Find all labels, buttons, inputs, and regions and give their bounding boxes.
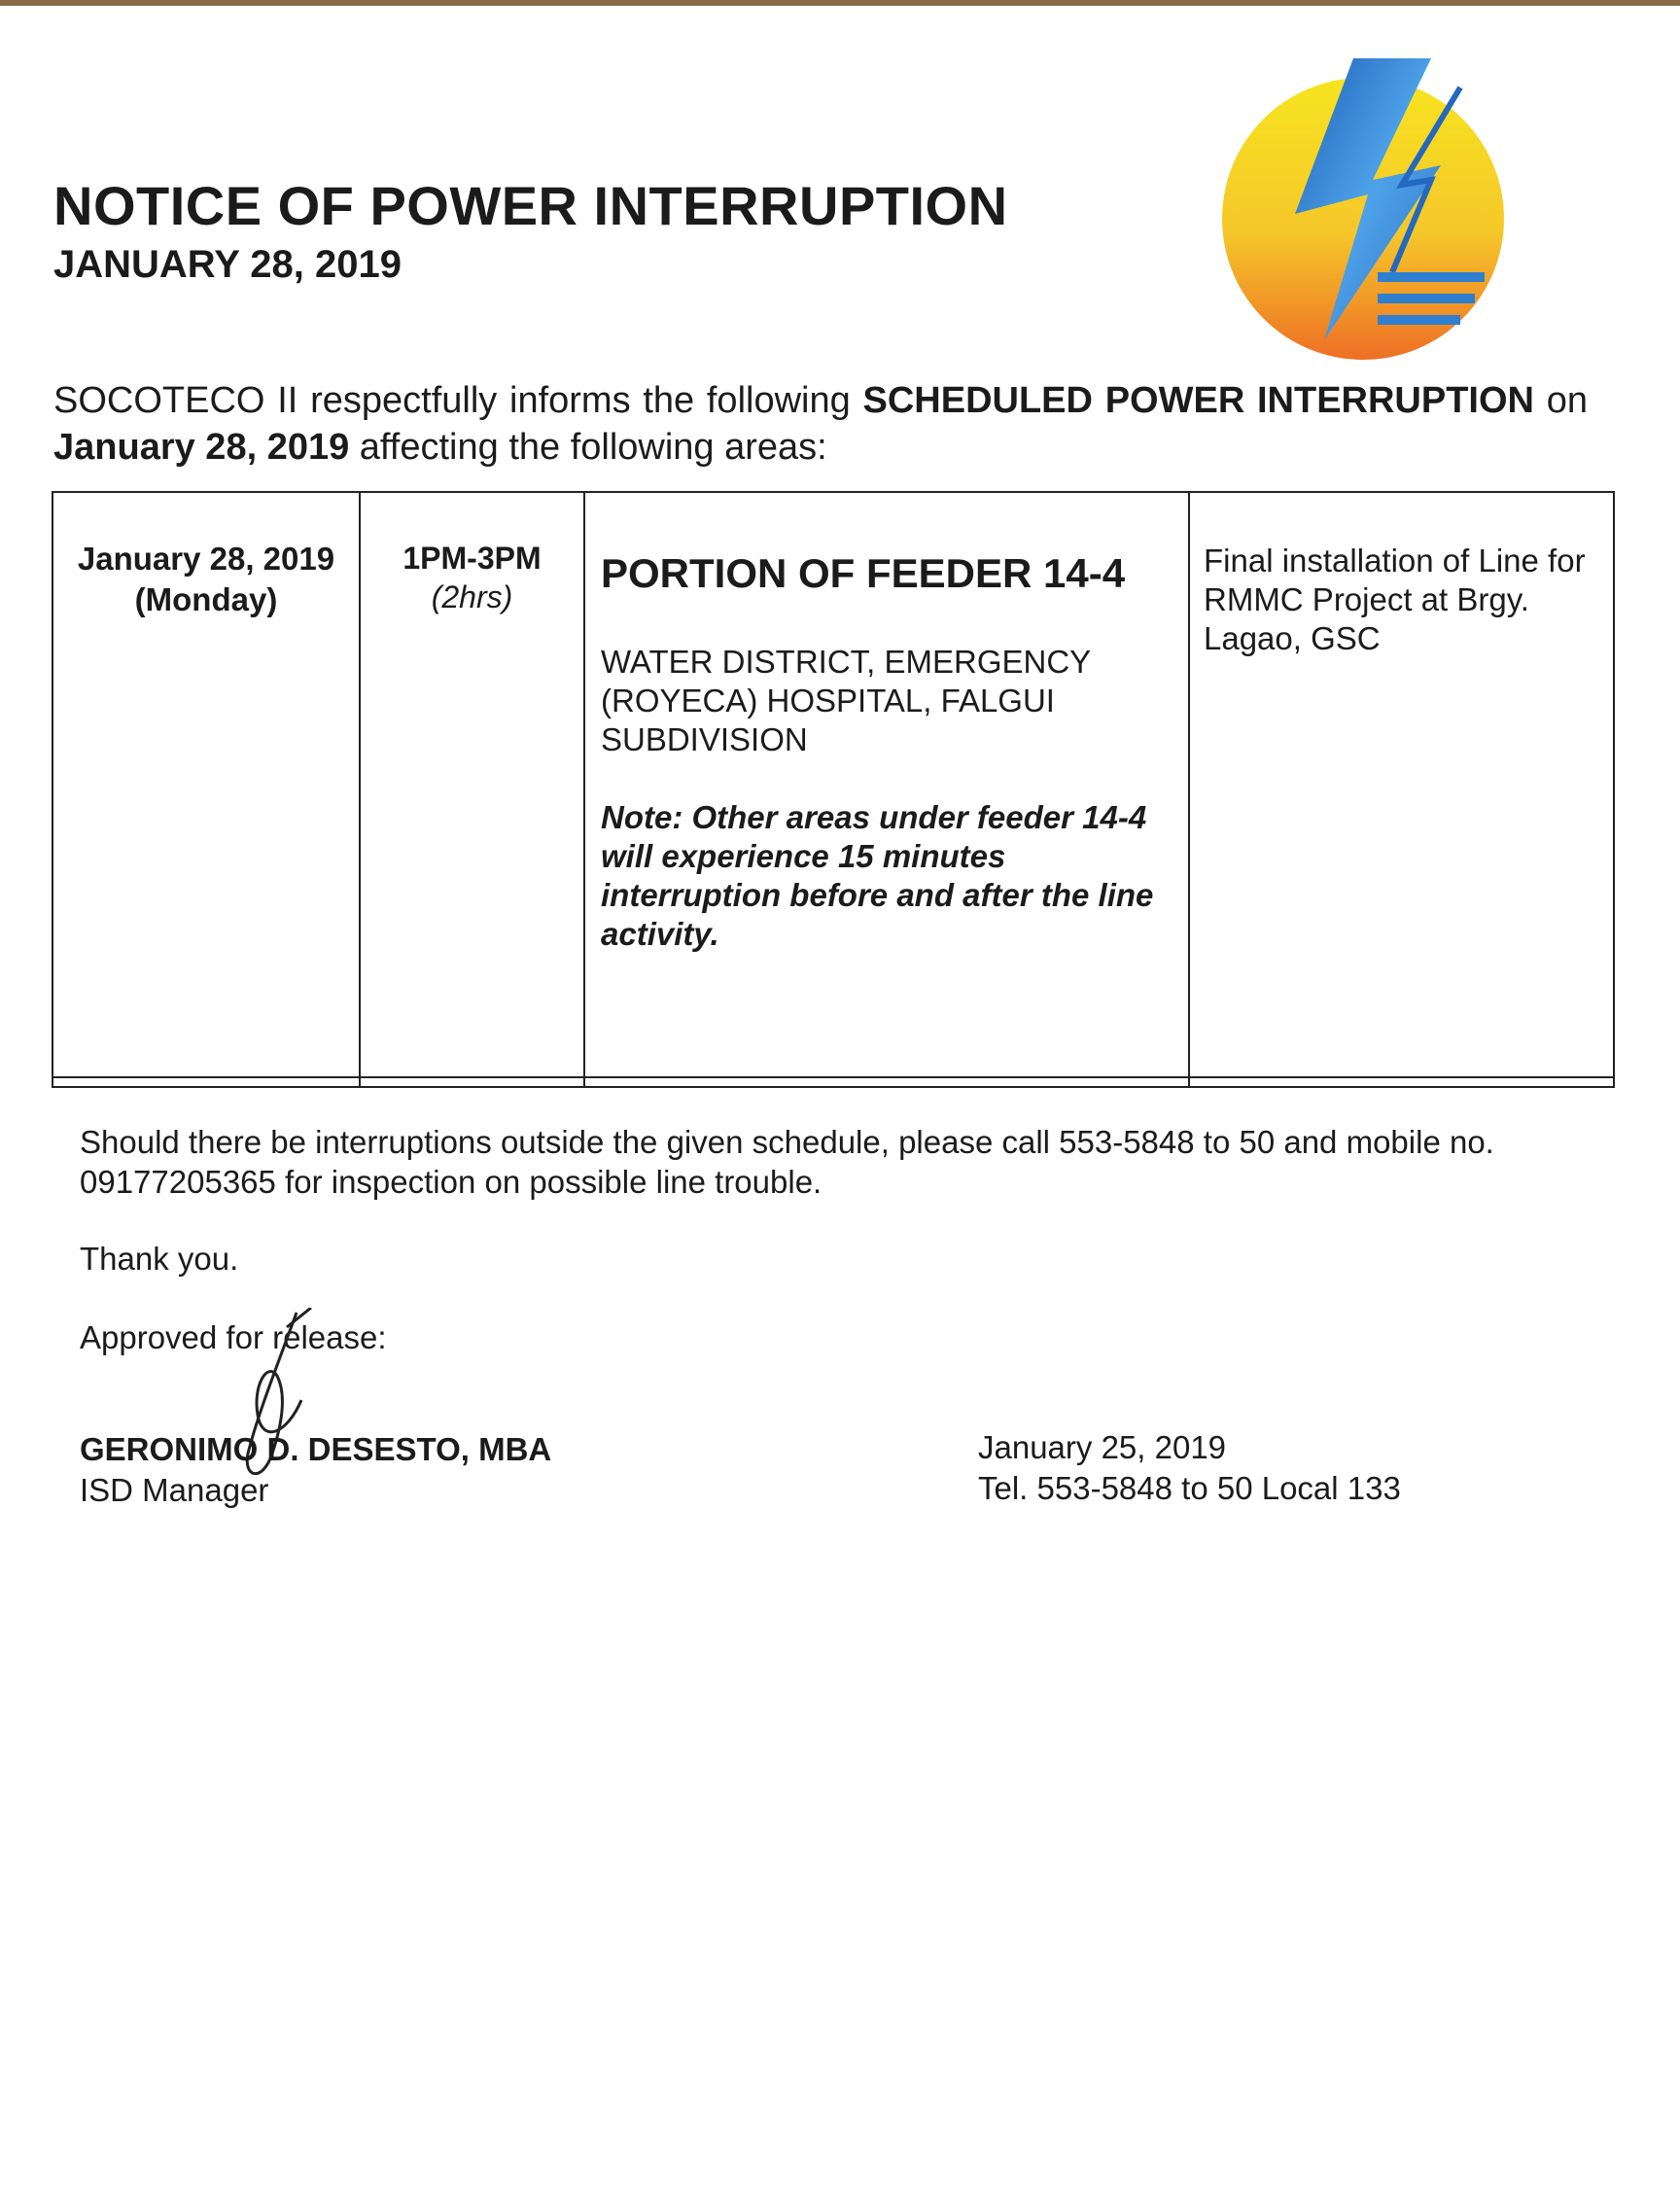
lightning-logo-icon [1208, 49, 1514, 360]
intro-text-3: affecting the following areas: [359, 427, 827, 468]
approved-label: Approved for release: [80, 1319, 387, 1355]
page-top-edge [0, 0, 1680, 6]
schedule-date: January 28, 2019 [77, 541, 335, 577]
schedule-reason-cell [1189, 492, 1614, 1077]
schedule-spacer-row [52, 1077, 1614, 1087]
schedule-day: (Monday) [134, 581, 278, 617]
intro-emphasis-2: January 28, 2019 [53, 427, 350, 468]
schedule-duration: (2hrs) [431, 579, 513, 614]
spacer-cell [1189, 1077, 1614, 1087]
contact-instructions: Should there be interruptions outside the given schedule, please call 553-5848 to 50 and mobile no. 09177205365 for inspection on possible line trouble. [80, 1124, 1494, 1200]
schedule-row [52, 492, 1614, 1077]
intro-emphasis-1: SCHEDULED POWER INTERRUPTION [862, 380, 1534, 421]
affected-areas: WATER DISTRICT, EMERGENCY (ROYECA) HOSPITAL, FALGUI SUBDIVISION [601, 644, 1091, 757]
feeder-note: Note: Other areas under feeder 14-4 will experience 15 minutes interruption before and after the line activity. [601, 799, 1154, 952]
intro-text-2: on [1546, 380, 1589, 421]
notice-title: NOTICE OF POWER INTERRUPTION [53, 175, 1008, 236]
schedule-table [52, 491, 1615, 1088]
intro-paragraph [53, 377, 1588, 471]
schedule-time-cell [360, 492, 584, 1077]
schedule-time: 1PM-3PM [402, 541, 542, 576]
intro-org: SOCOTECO II [53, 380, 298, 421]
intro-text-1: respectfully informs the following [310, 380, 851, 421]
issue-date: January 25, 2019 [978, 1429, 1227, 1465]
schedule-reason: Final installation of Line for RMMC Project at Brgy. Lagao, GSC [1204, 543, 1586, 656]
spacer-cell [360, 1077, 584, 1087]
spacer-cell [584, 1077, 1189, 1087]
contact-telephone: Tel. 553-5848 to 50 Local 133 [978, 1470, 1401, 1506]
signer-role: ISD Manager [80, 1472, 269, 1508]
spacer-cell [52, 1077, 360, 1087]
notice-date: JANUARY 28, 2019 [53, 243, 402, 286]
feeder-heading: PORTION OF FEEDER 14-4 [601, 550, 1126, 596]
schedule-date-cell [52, 492, 360, 1077]
signer-name: GERONIMO D. DESESTO, MBA [80, 1431, 552, 1467]
thank-you: Thank you. [80, 1241, 239, 1277]
schedule-areas-cell [584, 492, 1189, 1077]
